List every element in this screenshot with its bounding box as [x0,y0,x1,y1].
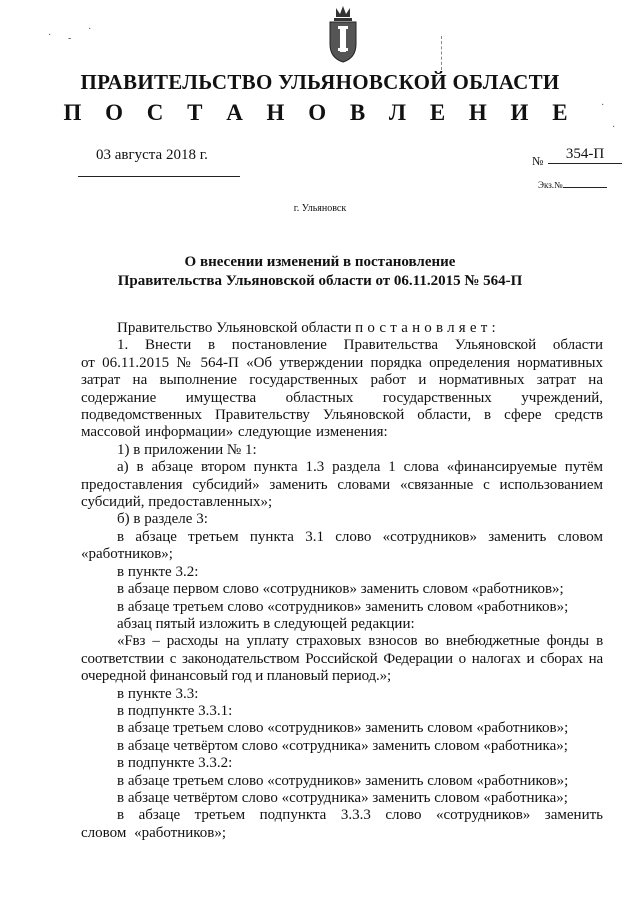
paragraph: в подпункте 3.3.2: [117,755,233,772]
subject-heading [0,253,640,291]
city: г. Ульяновск [293,203,347,214]
paragraph: «Fвз – расходы на уплату страховых взносов во внебюджетные фонды в соответствии с законодательством Российской Федерации о налогах и сборах на очередной финансовый год и плановый период.»; [81,633,603,685]
copy-number [538,180,607,190]
paragraph: в абзаце четвёртом слово «сотрудника» заменить словом «работника»; [117,789,568,806]
subject-line: Правительства Ульяновской области от 06.11.2015 № 564-П [117,273,523,289]
intro-text: Правительство Ульяновской области [117,320,356,336]
paragraph: в абзаце первом слово «сотрудников» заменить словом «работников»; [117,581,564,598]
coat-of-arms-icon [326,4,360,64]
paragraph: в абзаце третьем пункта 3.1 слово «сотрудников» заменить словом «работников»; [81,528,603,563]
document-body [81,320,603,842]
paragraph: в пункте 3.2: [117,563,199,580]
paragraph: от 06.11.2015 № 564-П «Об утверждении порядка определения нормативных затрат на выполнение государственных работ и нормативных затрат на содержание имущества областных государственных учреждений, подведомственных Правительству Ульяновской области, в сфере средств массовой информации» следующие изменения: [81,354,603,441]
paragraph: б) в разделе 3: [117,511,208,528]
paragraph: а) в абзаце втором пункта 1.3 раздела 1 слова «финансируемые путём предоставления субсидий» заменить словами «связанные с использованием субсидий, предоставленных»; [81,459,603,511]
paragraph: 1. Внести в постановление Правительства Ульяновской области [117,337,603,354]
paragraph: в абзаце четвёртом слово «сотрудника» заменить словом «работника»; [117,737,568,754]
scan-line [441,36,443,70]
scan-speck: - [68,33,72,44]
number-sign: № [532,154,544,168]
government-title: ПРАВИТЕЛЬСТВО УЛЬЯНОВСКОЙ ОБЛАСТИ [80,70,560,94]
paragraph: в подпункте 3.3.1: [117,702,233,719]
document-type: П О С Т А Н О В Л Е Н И Е [63,100,577,125]
paragraph: в абзаце третьем слово «сотрудников» заменить словом «работников»; [117,598,569,615]
paragraph: абзац пятый изложить в следующей редакции: [117,615,415,632]
document-date: 03 августа 2018 г. [96,147,208,163]
intro-paragraph [81,320,603,337]
paragraph: 1) в приложении № 1: [117,441,257,458]
date-underline [78,176,240,177]
subject-line: О внесении изменений в постановление [184,254,456,270]
copy-label: Экз.№ [538,180,563,190]
scan-speck: · [48,30,52,41]
paragraph: в абзаце третьем подпункта 3.3.3 слово «сотрудников» заменить словом «работников»; [81,807,603,841]
document-number: 354-П [548,145,622,164]
paragraph: в абзаце третьем слово «сотрудников» заменить словом «работников»; [117,720,569,737]
paragraph: в пункте 3.3: [117,685,199,702]
scan-speck: · [612,122,616,133]
scan-speck: · [88,24,92,35]
intro-verb: постановляет: [355,320,500,336]
copy-line [563,187,607,188]
paragraph: в абзаце третьем слово «сотрудников» заменить словом «работников»; [117,772,569,789]
scan-speck: · [601,100,605,111]
